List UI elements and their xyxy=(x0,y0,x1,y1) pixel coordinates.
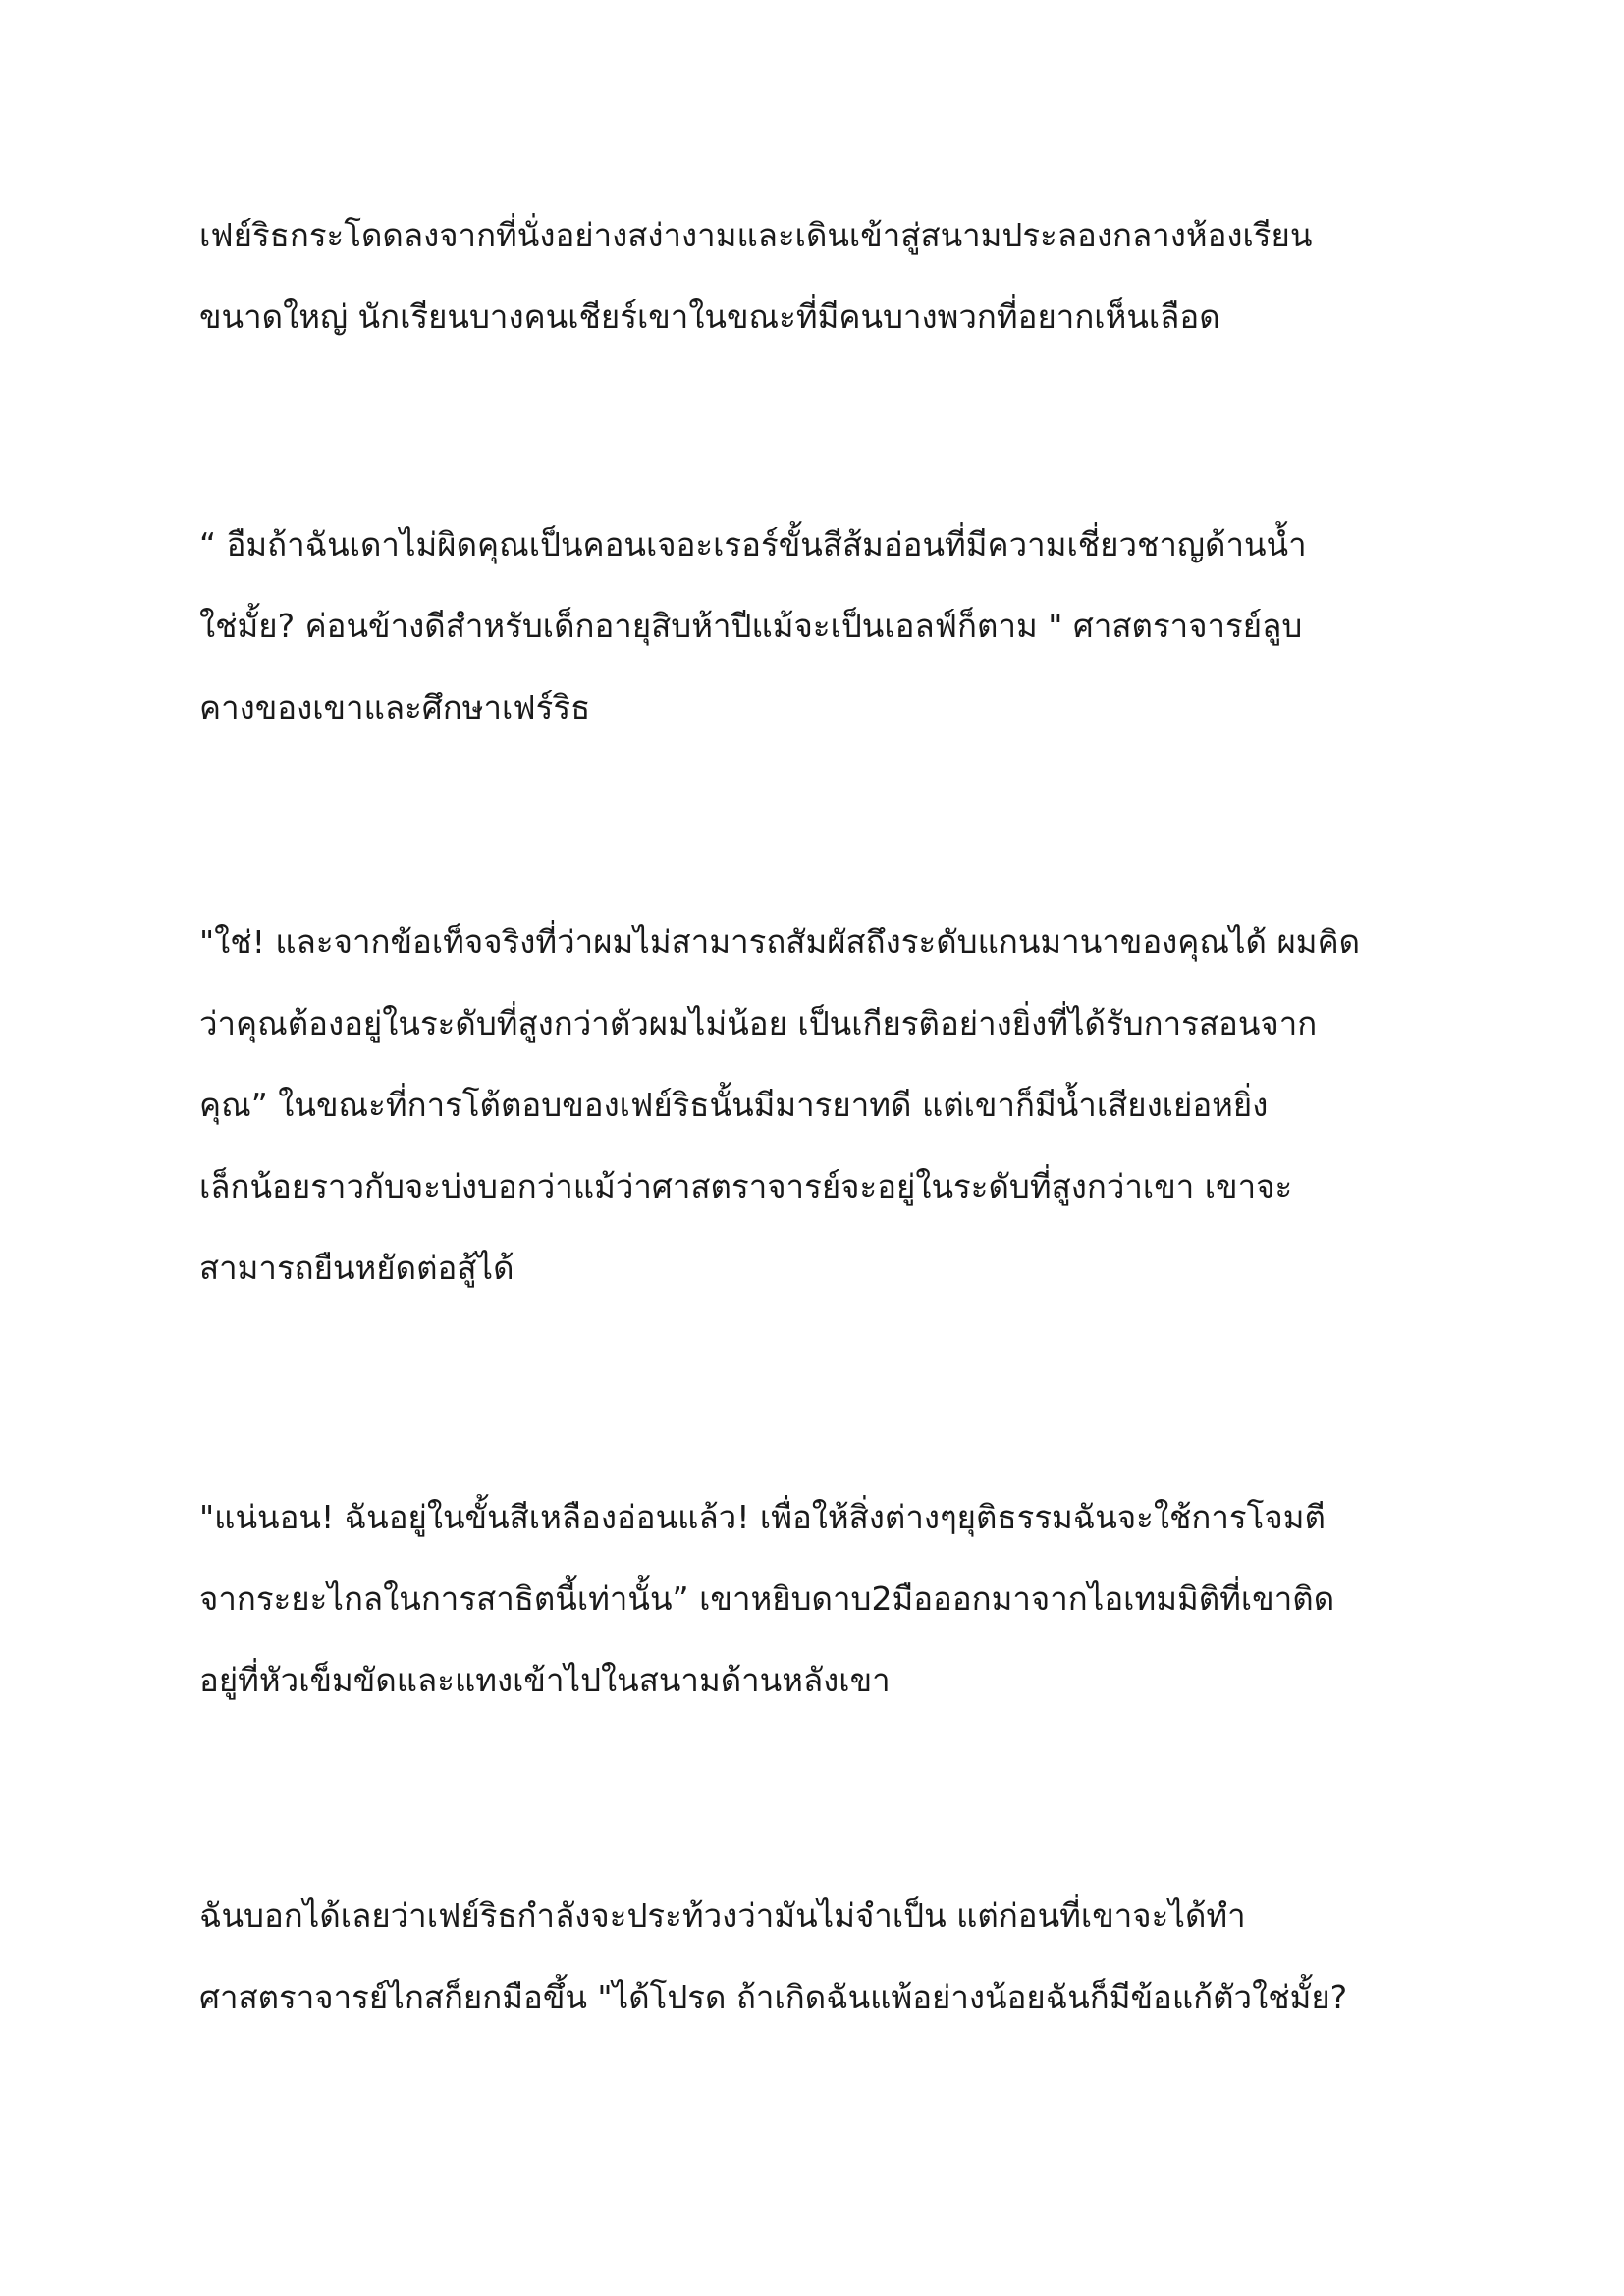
paragraph-5 xyxy=(199,1875,1466,2038)
paragraph-2 xyxy=(199,504,1466,748)
text-line: ใช่มั้ย? ค่อนข้างดีสำหรับเด็กอายุสิบห้าปีแม้จะเป็นเอลฟ์ก็ตาม " ศาสตราจารย์ลูบ xyxy=(199,607,1303,645)
text-line: อยู่ที่หัวเข็มขัดและแทงเข้าไปในสนามด้านหลังเขา xyxy=(199,1661,891,1699)
text-line: คุณ” ในขณะที่การโต้ตอบของเฟย์ริธนั้นมีมารยาทดี แต่เขาก็มีน้ำเสียงเย่อหยิ่ง xyxy=(199,1086,1269,1124)
text-line: เฟย์ริธกระโดดลงจากที่นั่งอย่างสง่างามและเดินเข้าสู่สนามประลองกลางห้องเรียน xyxy=(199,216,1313,254)
text-line: ขนาดใหญ่ นักเรียนบางคนเชียร์เขาในขณะที่มีคนบางพวกที่อยากเห็นเลือด xyxy=(199,297,1220,336)
paragraph-1 xyxy=(199,194,1466,357)
text-line: "แน่นอน! ฉันอยู่ในขั้นสีเหลืองอ่อนแล้ว! เพื่อให้สิ่งต่างๆยุติธรรมฉันจะใช้การโจมตี xyxy=(199,1498,1326,1536)
text-line: ศาสตราจารย์ไกสก็ยกมือขึ้น "ได้โปรด ถ้าเกิดฉันแพ้อย่างน้อยฉันก็มีข้อแก้ตัวใช่มั้ย? xyxy=(199,1978,1348,2016)
text-line: ฉันบอกได้เลยว่าเฟย์ริธกำลังจะประท้วงว่ามันไม่จำเป็น แต่ก่อนที่เขาจะได้ทำ xyxy=(199,1896,1246,1935)
text-line: สามารถยืนหยัดต่อสู้ได้ xyxy=(199,1249,514,1287)
text-line: จากระยะไกลในการสาธิตนี้เท่านั้น” เขาหยิบดาบ2มือออกมาจากไอเทมมิติที่เขาติด xyxy=(199,1579,1335,1618)
paragraph-4 xyxy=(199,1476,1466,1721)
text-line: ว่าคุณต้องอยู่ในระดับที่สูงกว่าตัวผมไม่น้อย เป็นเกียรติอย่างยิ่งที่ได้รับการสอนจาก xyxy=(199,1004,1318,1042)
text-line: คางของเขาและศึกษาเฟร์ริธ xyxy=(199,688,591,726)
text-line: “ อืมถ้าฉันเดาไม่ผิดคุณเป็นคอนเจอะเรอร์ขั้นสีส้มอ่อนที่มีความเชี่ยวชาญด้านน้ำ xyxy=(199,525,1307,563)
text-line: "ใช่! และจากข้อเท็จจริงที่ว่าผมไม่สามารถสัมผัสถึงระดับแกนมานาของคุณได้ ผมคิด xyxy=(199,923,1361,961)
text-line: เล็กน้อยราวกับจะบ่งบอกว่าแม้ว่าศาสตราจารย์จะอยู่ในระดับที่สูงกว่าเขา เขาจะ xyxy=(199,1167,1293,1205)
paragraph-3 xyxy=(199,901,1466,1308)
